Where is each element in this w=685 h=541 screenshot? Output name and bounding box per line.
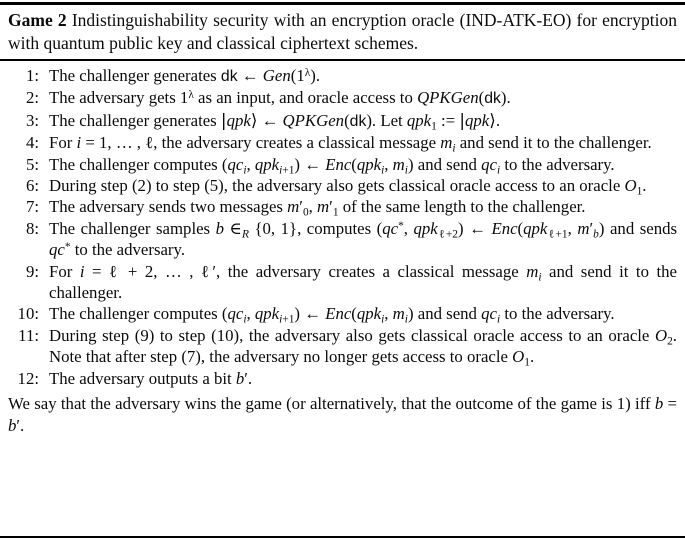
step-number: 1: <box>25 66 39 85</box>
step-text: The adversary outputs a bit b′. <box>49 368 253 388</box>
step-text: The challenger samples b $\in_R$ {0, 1}, computes (qc*, qpk$_{\ell+2}$) ← Enc(qpk$_{\ell+1}$, $m'_b$) and sends qc* to the adversary. <box>49 218 678 260</box>
game-step-6 <box>8 175 677 196</box>
game-step-5 <box>8 154 677 175</box>
step-text: For i = ℓ + 2, … , ℓ′, the adversary creates a classical message $m_i$ and send it to the challenger. <box>49 261 677 303</box>
step-number: 6: <box>25 176 39 196</box>
step-text: The challenger generates dk ← $Gen(1^\lambda)$. <box>49 66 321 85</box>
game-steps-list <box>7 61 678 391</box>
step-number: 12: <box>17 368 39 388</box>
game-step-7 <box>8 196 677 217</box>
step-text: The challenger generates |qpk⟩ ← QPKGen(dk). Let qpk$_1$ := |qpk⟩. <box>49 109 501 133</box>
step-number: 4: <box>25 133 39 153</box>
step-number: 10: <box>17 304 39 324</box>
step-text: The adversary sends two messages $m'_0$, $m'_1$ of the same length to the challenger. <box>49 197 586 219</box>
game-caption-text: Indistinguishability security with an encryption oracle (IND-ATK-EO) for encryption with quantum public key and classical ciphertext schemes. <box>8 10 677 53</box>
step-number: 9: <box>25 261 39 281</box>
step-text: The adversary gets $1^\lambda$ as an input, and oracle access to QPKGen(dk). <box>49 88 511 108</box>
game-step-12 <box>8 368 677 389</box>
bottom-rule <box>0 536 685 538</box>
step-text: For i = 1, … , ℓ, the adversary creates a classical message $m_i$ and send it to the challenger. <box>49 133 652 155</box>
step-text: During step (2) to step (5), the adversary also gets classical oracle access to an oracle $O_1$. <box>49 176 647 198</box>
game-step-8 <box>8 218 677 261</box>
step-number: 2: <box>25 88 39 108</box>
step-number: 11: <box>18 325 39 345</box>
game-step-2 <box>8 87 677 109</box>
step-number: 7: <box>25 197 39 217</box>
game-step-11 <box>8 325 677 368</box>
game-step-4 <box>8 132 677 153</box>
game-step-9 <box>8 261 677 304</box>
step-number: 8: <box>25 218 39 238</box>
game-caption-label: Game 2 <box>8 10 67 30</box>
step-text: The challenger computes ($qc_i$, qpk$_{i+1}$) ← Enc(qpk$_i$, $m_i$) and send $qc_i$ to the adversary. <box>49 154 615 177</box>
step-text: The challenger computes ($qc_i$, qpk$_{i+1}$) ← Enc(qpk$_i$, $m_i$) and send $qc_i$ to the adversary. <box>49 304 615 326</box>
step-number: 3: <box>25 110 39 130</box>
game-caption <box>7 5 678 59</box>
game-step-1 <box>8 65 677 87</box>
game-step-3 <box>8 110 677 132</box>
game-step-10 <box>8 303 677 324</box>
step-text: During step (9) to step (10), the adversary also gets classical oracle access to an oracle $O_2$. Note that after step (7), the adversary no longer gets access to oracle $O_1$. <box>49 325 677 369</box>
game-win-condition: We say that the adversary wins the game (or alternatively, that the outcome of the game is 1) iff b = b′. <box>8 394 677 435</box>
step-number: 5: <box>25 154 39 174</box>
